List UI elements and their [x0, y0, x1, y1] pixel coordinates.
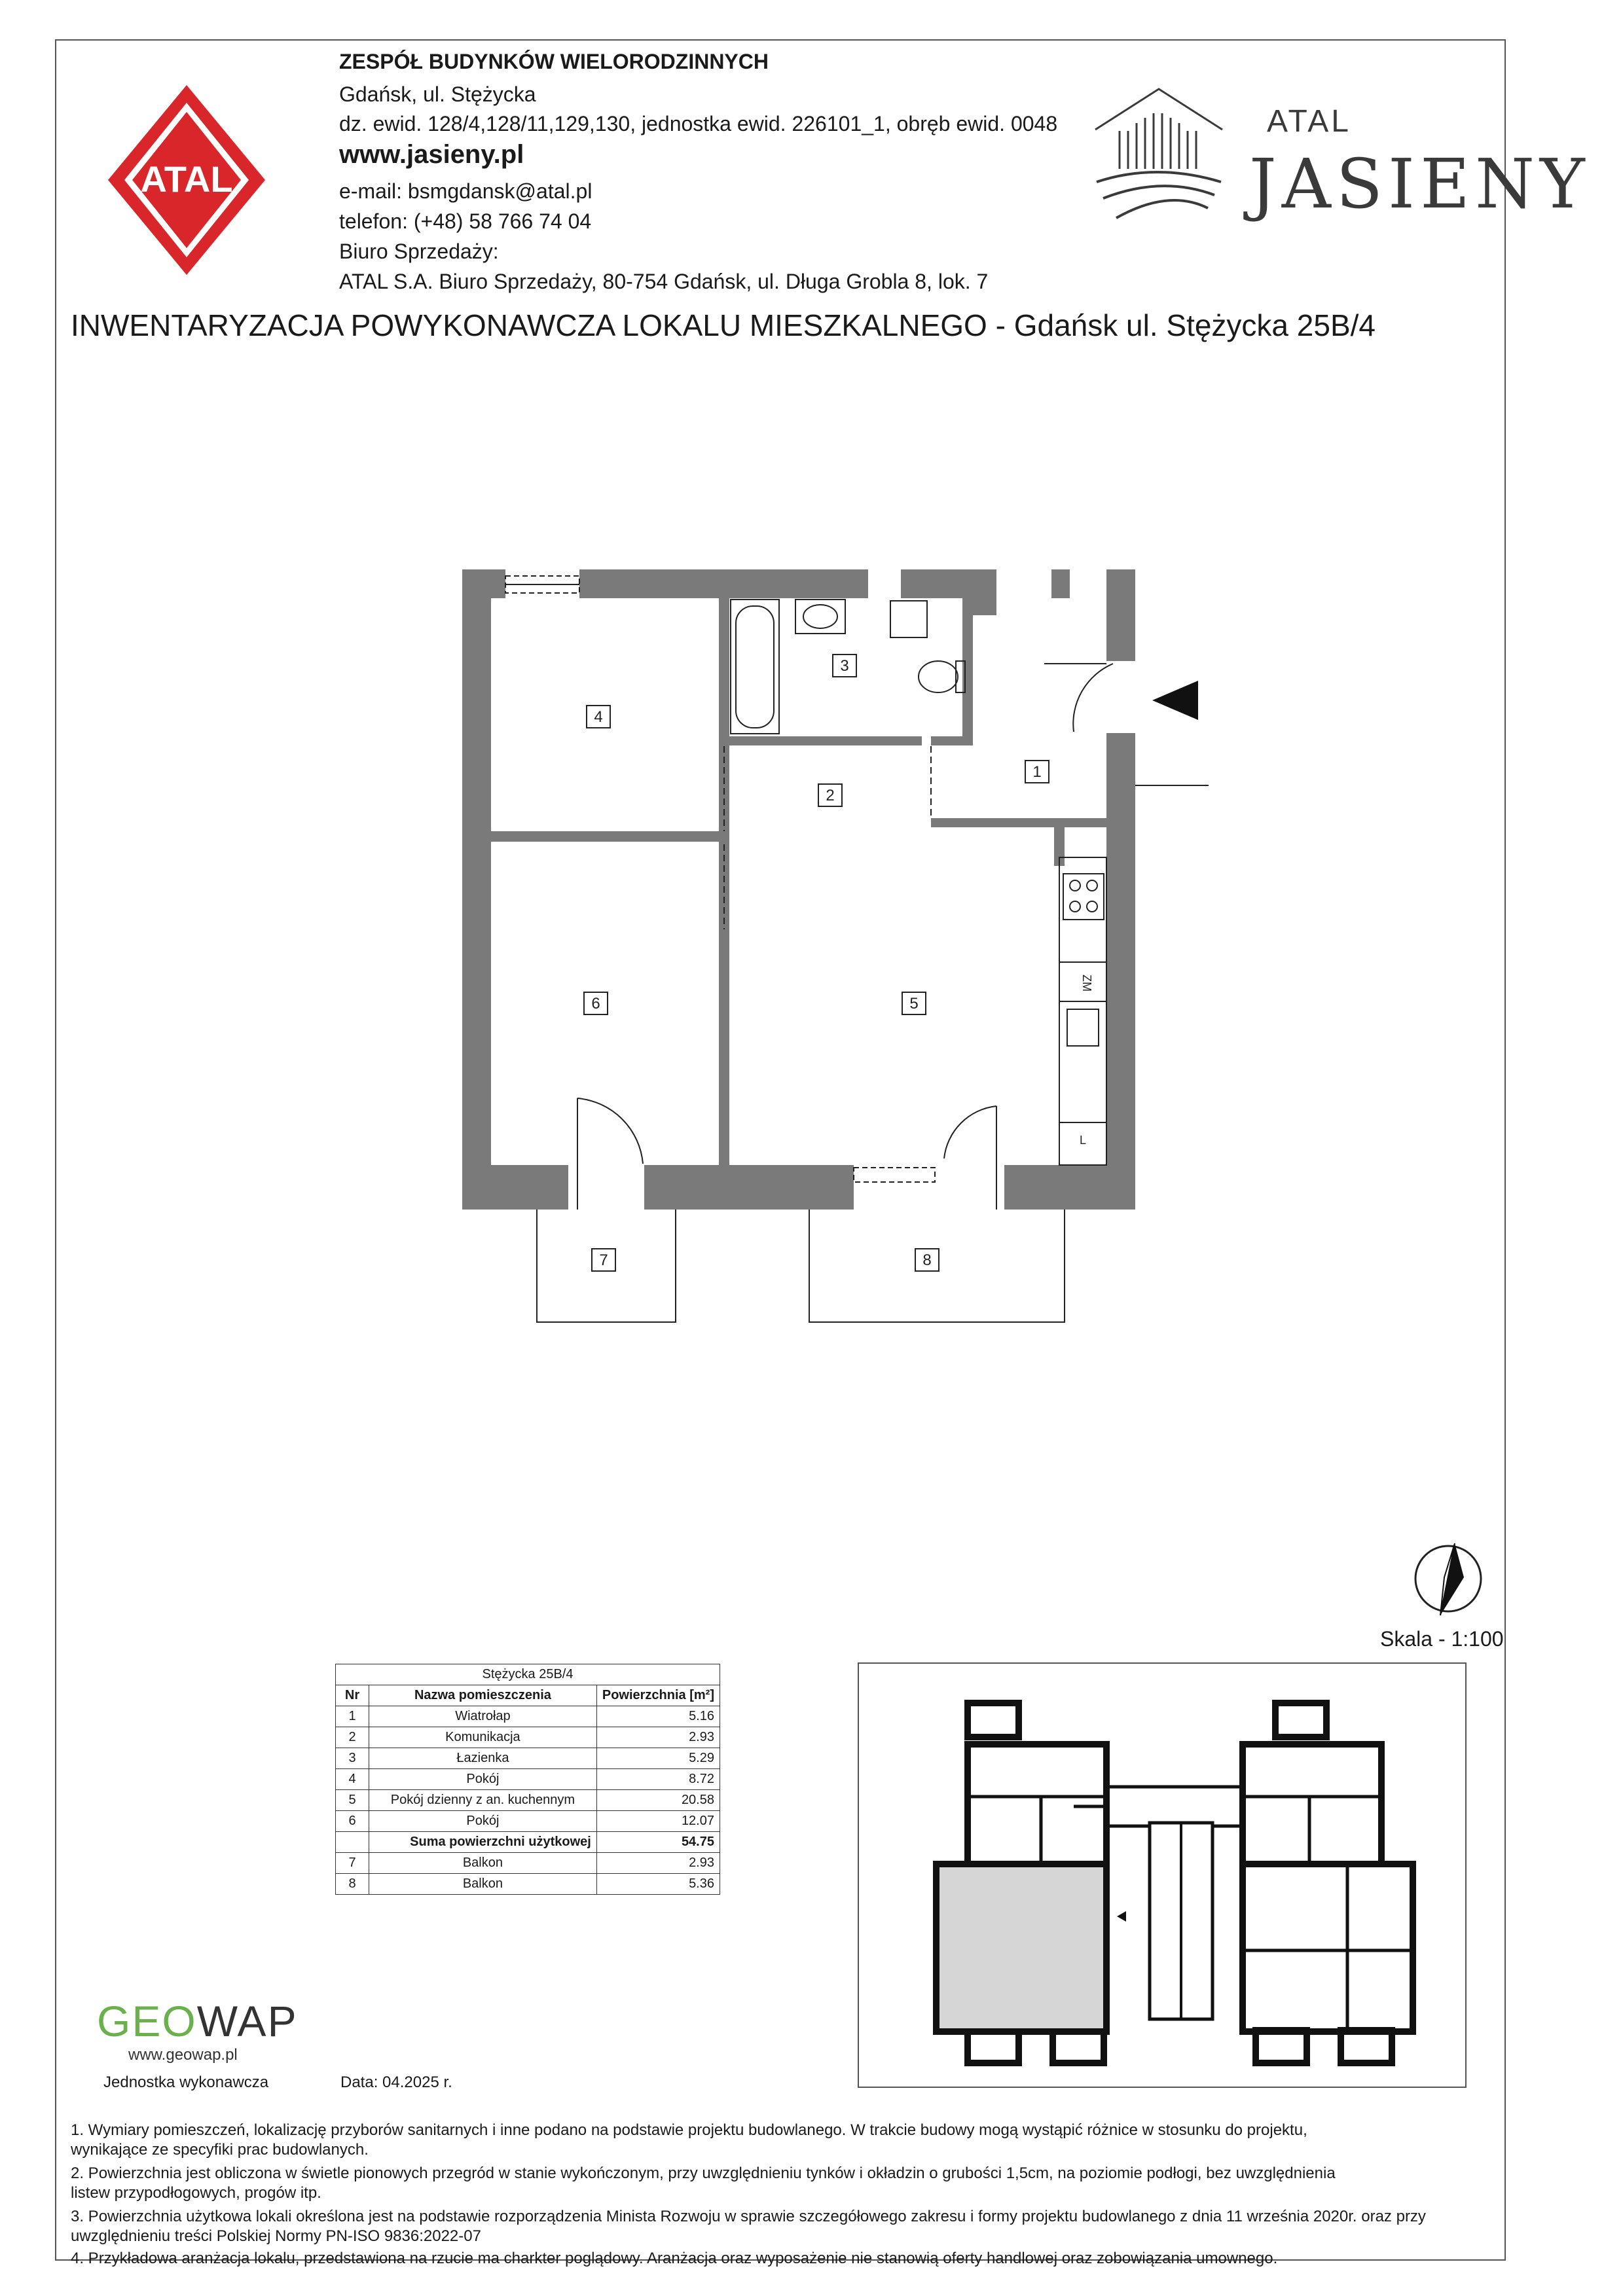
table-row: 1 Wiatrołap 5.16 [336, 1706, 720, 1727]
walls [462, 569, 1135, 1210]
room-label-2: 2 [826, 787, 835, 804]
table-row: 2 Komunikacja 2.93 [336, 1727, 720, 1748]
note-line: uwzględnieniu treści Polskiej Normy PN-ISO 9836:2022-07 [71, 2227, 481, 2245]
room-label-6: 6 [591, 995, 600, 1013]
note-line: 2. Powierzchnia jest obliczona w świetle pionowych przegród w stanie wykończonym, przy uwzględnieniu tynków i okładzin o grubości 1,5cm, na poziomie podłogi, bez uwzględnienia [71, 2164, 1336, 2182]
note-line: 3. Powierzchnia użytkowa lokali określona jest na podstawie rozporządzenia Minista Rozwoju w sprawie szczegółowego zakresu i formy projektu budowlanego z dnia 11 września 2020r. oraz przy [71, 2208, 1426, 2225]
unit-label: Jednostka wykonawcza [103, 2073, 269, 2091]
office-address: ATAL S.A. Biuro Sprzedaży, 80-754 Gdańsk, ul. Długa Grobla 8, lok. 7 [339, 270, 989, 293]
scale-label: Skala - 1:100 [1380, 1627, 1504, 1651]
jasieny-logo-small: ATAL [1267, 104, 1351, 139]
notes [71, 2121, 1491, 2267]
address: Gdańsk, ul. Stężycka [339, 82, 536, 106]
key-plan-marker [1117, 1911, 1126, 1922]
note-line: listew przypodłogowych, progów itp. [71, 2184, 321, 2202]
table-header-nr: Nr [336, 1685, 369, 1706]
geowap-logo: GEOWAP [97, 1997, 298, 2045]
room-label-7: 7 [599, 1251, 608, 1269]
fixtures [505, 576, 1209, 1322]
table-row: 6 Pokój 12.07 [336, 1811, 720, 1832]
wall-right [1106, 733, 1135, 1210]
corner-label: L [1079, 1134, 1087, 1147]
table-caption: Stężycka 25B/4 [336, 1664, 720, 1685]
project-title: ZESPÓŁ BUDYNKÓW WIELORODZINNYCH [339, 50, 769, 73]
geowap-site[interactable]: www.geowap.pl [128, 2046, 238, 2064]
table-row: 4 Pokój 8.72 [336, 1769, 720, 1790]
room-label-3: 3 [840, 657, 849, 675]
document-title: INWENTARYZACJA POWYKONAWCZA LOKALU MIESZKALNEGO - Gdańsk ul. Stężycka 25B/4 [71, 308, 1376, 342]
website-link[interactable]: www.jasieny.pl [339, 140, 524, 169]
table-sum-row: Suma powierzchni użytkowej 54.75 [336, 1832, 720, 1853]
room-label-5: 5 [909, 995, 919, 1013]
key-plan [858, 1662, 1467, 2088]
atal-logo-text: ATAL [140, 158, 233, 200]
room-label-4: 4 [594, 708, 603, 726]
jasieny-logo-large: JASIENY [1249, 144, 1590, 224]
table-header-area: Powierzchnia [m²] [596, 1685, 720, 1706]
table-header-name: Nazwa pomieszczenia [369, 1685, 597, 1706]
room-label-1: 1 [1032, 763, 1042, 781]
table-row: 3 Łazienka 5.29 [336, 1748, 720, 1769]
north-arrow [1415, 1543, 1481, 1615]
table-row: 5 Pokój dzienny z an. kuchennym 20.58 [336, 1790, 720, 1811]
parcels: dz. ewid. 128/4,128/11,129,130, jednostka ewid. 226101_1, obręb ewid. 0048 [339, 112, 1058, 135]
note-line: 1. Wymiary pomieszczeń, lokalizację przyborów sanitarnych i inne podano na podstawie projektu budowlanego. W trakcie budowy mogą wystąpić różnice w stosunku do projektu, [71, 2121, 1307, 2139]
table-row: 7 Balkon 2.93 [336, 1853, 720, 1874]
room-table [335, 1664, 720, 1895]
date-label: Data: 04.2025 r. [340, 2073, 452, 2091]
note-line: 4. Przykładowa aranżacja lokalu, przedstawiona na rzucie ma charkter poglądowy. Aranżacja oraz wyposażenie nie stanowią oferty handlowej oraz zobowiązania umownego. [71, 2250, 1278, 2267]
table-row: 8 Balkon 5.36 [336, 1874, 720, 1895]
room-label-8: 8 [922, 1251, 932, 1269]
wall-left [462, 569, 491, 1210]
note-line: wynikające ze specyfiki prac budowlanych. [71, 2141, 369, 2159]
office-label: Biuro Sprzedaży: [339, 240, 499, 263]
wall-top-right [1106, 569, 1135, 661]
entrance-arrow [1152, 681, 1198, 720]
phone: telefon: (+48) 58 766 74 04 [339, 209, 592, 233]
fridge-label: ZM [1080, 975, 1093, 992]
email[interactable]: e-mail: bsmgdansk@atal.pl [339, 179, 593, 203]
